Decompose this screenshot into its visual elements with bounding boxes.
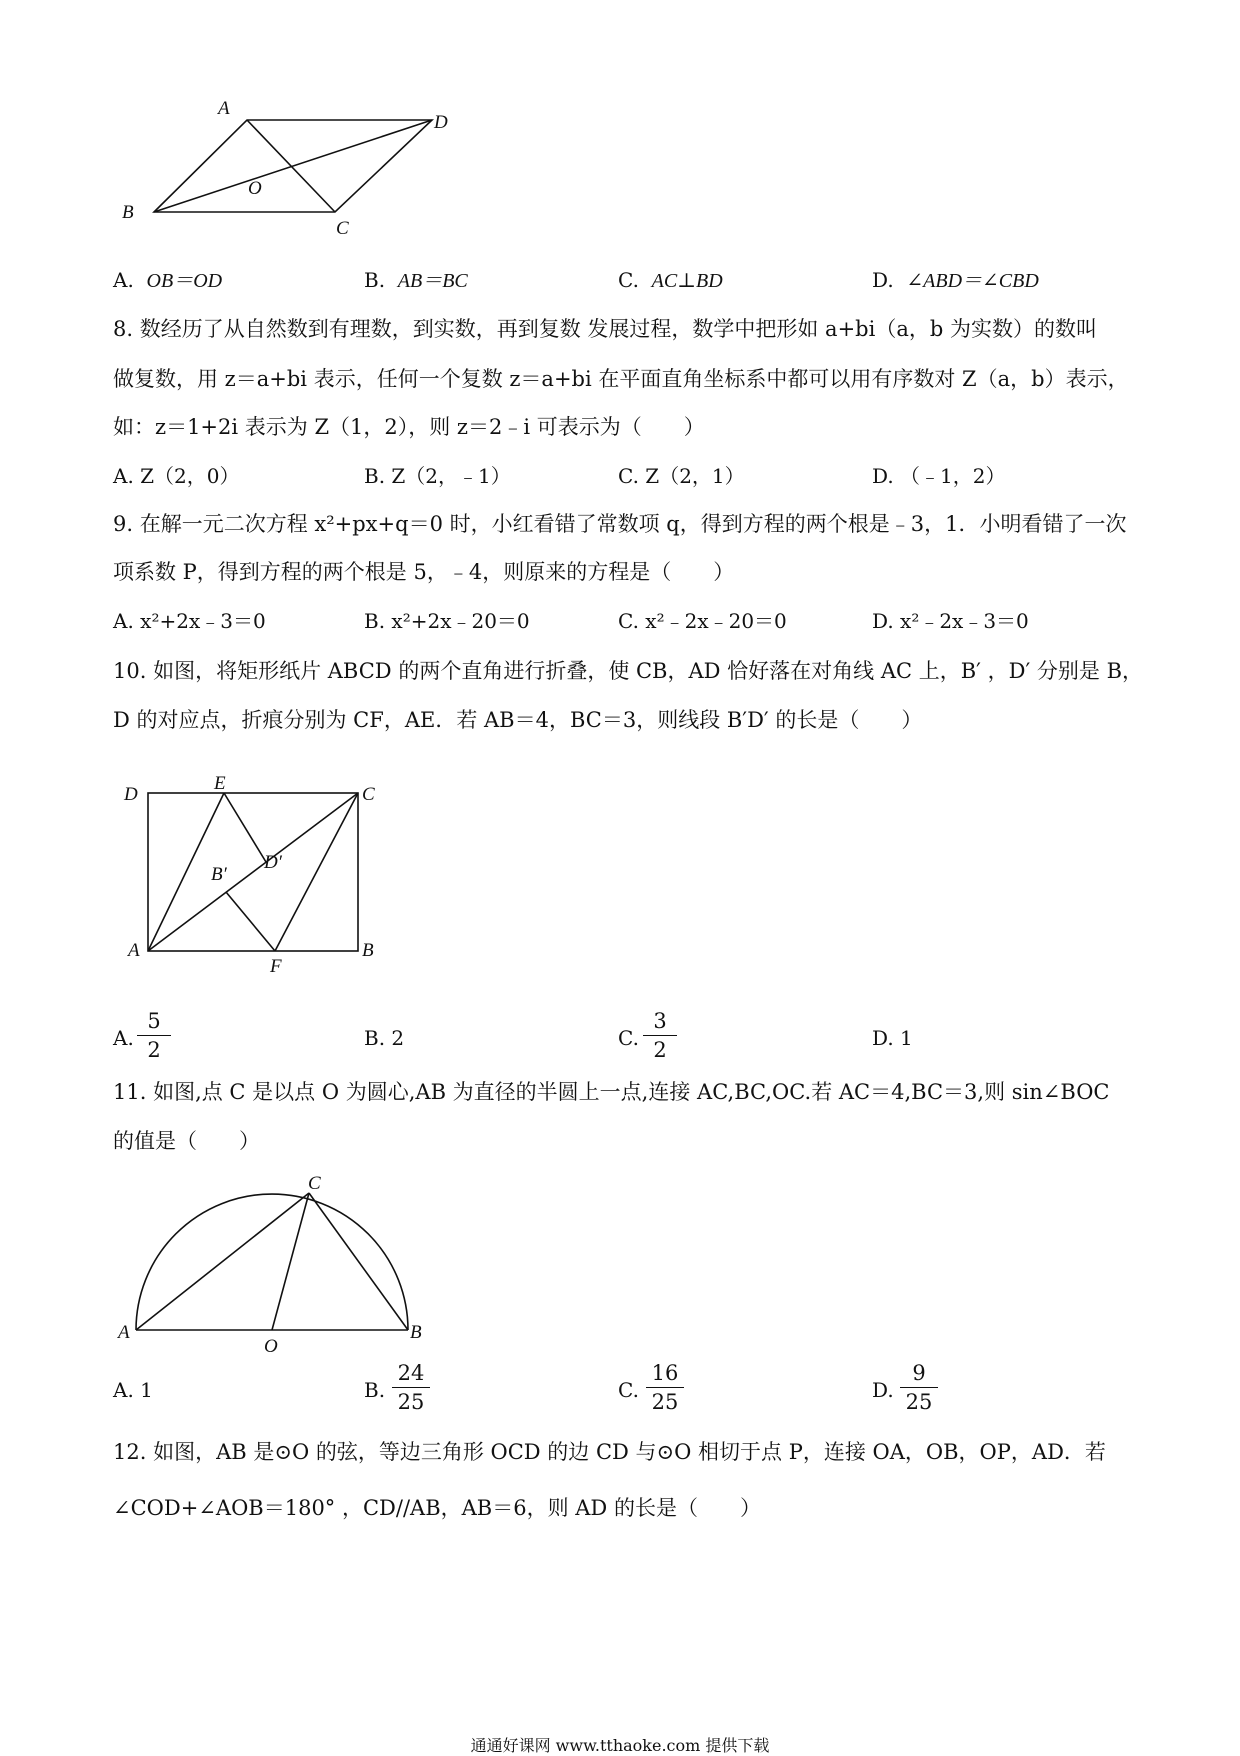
q7-diagonal-bd xyxy=(154,120,432,212)
q11-option-c-label[interactable]: C. xyxy=(618,1378,639,1402)
q11-semicircle xyxy=(136,1194,408,1330)
q7-label-o: O xyxy=(248,178,262,199)
q7-option-a[interactable]: A. OB＝OD xyxy=(113,268,223,292)
q10-diagonal-ac xyxy=(148,793,358,951)
q10-option-a-fraction: $\frac{5}{2}$ xyxy=(137,1009,171,1062)
q10-option-a-label[interactable]: A. xyxy=(113,1026,134,1050)
q10-option-d[interactable]: D. 1 xyxy=(872,1026,913,1050)
q10-option-c-fraction: $\frac{3}{2}$ xyxy=(643,1009,677,1062)
q10-label-f: F xyxy=(270,956,282,977)
q8-option-b[interactable]: B. Z（2，﹣1） xyxy=(364,464,511,488)
q9-stem-line1: 9. 在解一元二次方程 x²+px+q＝0 时，小红看错了常数项 q，得到方程的两个根是﹣3，1．小明看错了一次 xyxy=(113,512,1127,536)
q11-chord-ac xyxy=(136,1193,309,1330)
q9-stem-line2: 项系数 P，得到方程的两个根是 5，﹣4，则原来的方程是（ ） xyxy=(113,560,735,584)
q10-label-b: B xyxy=(362,940,374,961)
q11-option-a[interactable]: A. 1 xyxy=(113,1378,153,1402)
q11-label-c: C xyxy=(308,1176,321,1194)
q8-stem-line1: 8. 数经历了从自然数到有理数，到实数，再到复数 发展过程，数学中把形如 a+bi（a，b 为实数）的数叫 xyxy=(113,317,1097,341)
q10-figure xyxy=(118,772,388,977)
q12-stem-line1: 12. 如图，AB 是⊙O 的弦，等边三角形 OCD 的边 CD 与⊙O 相切于点 P，连接 OA，OB，OP，AD．若 xyxy=(113,1440,1106,1464)
q10-label-e: E xyxy=(214,773,226,794)
q11-label-a: A xyxy=(118,1322,130,1343)
q10-label-d-prime: D′ xyxy=(264,852,282,873)
page-footer: 通通好课网 www.tthaoke.com 提供下载 xyxy=(470,1736,770,1755)
q9-option-c[interactable]: C. x²﹣2x﹣20＝0 xyxy=(618,609,787,633)
q11-label-b: B xyxy=(410,1322,422,1343)
q11-stem-line2: 的值是（ ） xyxy=(113,1129,260,1153)
q10-label-c: C xyxy=(362,784,375,805)
q8-option-d[interactable]: D. （﹣1，2） xyxy=(872,464,1006,488)
q9-option-a[interactable]: A. x²+2x﹣3＝0 xyxy=(113,609,266,633)
q10-segment-e-dprime xyxy=(224,793,266,862)
q7-label-b: B xyxy=(122,202,134,223)
q10-crease-cf xyxy=(275,793,358,951)
q7-label-c: C xyxy=(336,218,349,239)
q7-option-d[interactable]: D. ∠ABD＝∠CBD xyxy=(872,268,1039,292)
q11-option-d-fraction: $\frac{9}{25}$ xyxy=(900,1361,938,1414)
q8-option-c[interactable]: C. Z（2，1） xyxy=(618,464,745,488)
q10-option-c-label[interactable]: C. xyxy=(618,1026,639,1050)
q11-chord-bc xyxy=(309,1193,408,1330)
q11-option-b-label[interactable]: B. xyxy=(364,1378,386,1402)
q11-label-o: O xyxy=(264,1336,278,1356)
q7-figure xyxy=(120,95,460,255)
q11-option-c-fraction: $\frac{16}{25}$ xyxy=(646,1361,684,1414)
q7-label-a: A xyxy=(218,98,230,119)
q9-option-b[interactable]: B. x²+2x﹣20＝0 xyxy=(364,609,530,633)
q10-label-d: D xyxy=(124,784,138,805)
q10-stem-line2: D 的对应点，折痕分别为 CF，AE．若 AB＝4，BC＝3，则线段 B′D′ 的长是（ ） xyxy=(113,708,923,732)
q11-option-d-label[interactable]: D. xyxy=(872,1378,894,1402)
q9-option-d[interactable]: D. x²﹣2x﹣3＝0 xyxy=(872,609,1029,633)
q11-stem-line1: 11. 如图,点 C 是以点 O 为圆心,AB 为直径的半圆上一点,连接 AC,BC,OC.若 AC＝4,BC＝3,则 sin∠BOC xyxy=(113,1080,1110,1104)
q8-stem-line3: 如：z＝1+2i 表示为 Z（1，2），则 z＝2﹣i 可表示为（ ） xyxy=(113,415,705,439)
q11-option-b-fraction: $\frac{24}{25}$ xyxy=(392,1361,430,1414)
q7-option-c[interactable]: C. AC⊥BD xyxy=(618,268,723,292)
q10-stem-line1: 10. 如图，将矩形纸片 ABCD 的两个直角进行折叠，使 CB，AD 恰好落在对角线 AC 上，B′ ，D′ 分别是 B， xyxy=(113,659,1144,683)
q10-label-a: A xyxy=(128,940,140,961)
q10-option-b[interactable]: B. 2 xyxy=(364,1026,405,1050)
q7-label-d: D xyxy=(434,112,448,133)
q10-label-b-prime: B′ xyxy=(211,864,227,885)
q8-stem-line2: 做复数，用 z＝a+bi 表示，任何一个复数 z＝a+bi 在平面直角坐标系中都可以用有序数对 Z（a，b）表示， xyxy=(113,367,1129,391)
q11-figure xyxy=(116,1176,436,1356)
q11-radius-oc xyxy=(272,1193,309,1330)
q10-segment-f-bprime xyxy=(226,892,275,951)
q12-stem-line2: ∠COD+∠AOB＝180° ，CD//AB，AB＝6，则 AD 的长是（ ） xyxy=(113,1496,761,1520)
q7-option-b[interactable]: B. AB＝BC xyxy=(364,268,468,292)
q8-option-a[interactable]: A. Z（2，0） xyxy=(113,464,240,488)
